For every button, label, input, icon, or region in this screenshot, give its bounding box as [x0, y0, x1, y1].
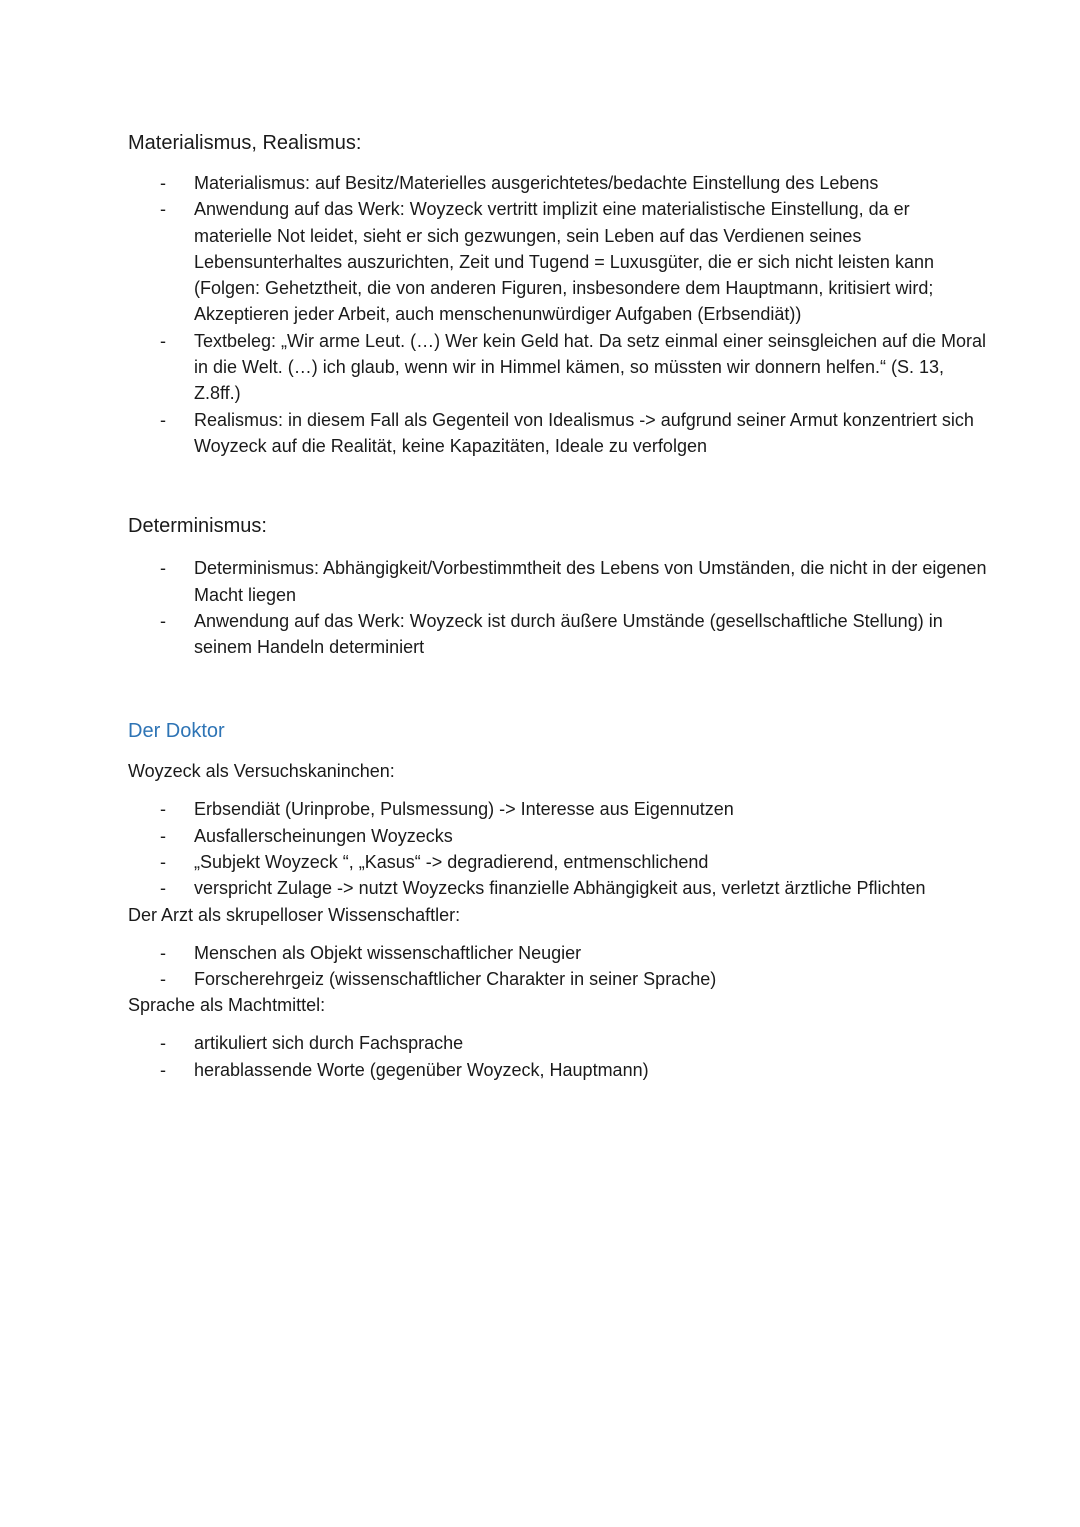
list-item-text: Materialismus: auf Besitz/Materielles ausgerichtetes/bedachte Einstellung des Lebens: [194, 173, 879, 193]
dash-bullet: -: [160, 1059, 166, 1080]
dash-bullet: -: [160, 878, 166, 899]
dash-bullet: -: [160, 968, 166, 989]
list-item: [128, 796, 988, 822]
bullet-list-materialismus: [128, 170, 988, 459]
dash-bullet: -: [160, 409, 166, 430]
list-item-text: Determinismus: Abhängigkeit/Vorbestimmtheit des Lebens von Umständen, die nicht in der eigenen Macht liegen: [194, 558, 987, 605]
list-item-text: Anwendung auf das Werk: Woyzeck vertritt implizit eine materialistische Einstellung, da er materielle Not leidet, sieht er sich gezwungen, sein Leben auf das Verdienen seines Lebensunterhaltes auszurichten, Zeit und Tugend = Luxusgüter, die er sich nicht leisten kann (Folgen: Gehetztheit, die von anderen Figuren, insbesondere dem Hauptmann, kritisiert wird; Akzeptieren jeder Arbeit, auch menschenunwürdiger Aufgaben (Erbsendiät)): [194, 199, 934, 325]
list-item-text: herablassende Worte (gegenüber Woyzeck, Hauptmann): [194, 1059, 649, 1080]
subheading-sprache-machtmittel: Sprache als Machtmittel:: [128, 995, 326, 1016]
list-item-text: Realismus: in diesem Fall als Gegenteil von Idealismus -> aufgrund seiner Armut konzentriert sich Woyzeck auf die Realität, keine Kapazitäten, Ideale zu verfolgen: [194, 409, 974, 456]
dash-bullet: -: [160, 330, 166, 351]
subheading-skrupelloser-wissenschaftler: Der Arzt als skrupelloser Wissenschaftler:: [128, 904, 461, 925]
dash-bullet: -: [160, 942, 166, 963]
list-item-text: „Subjekt Woyzeck “, „Kasus“ -> degradierend, entmenschlichend: [194, 852, 709, 873]
bullet-list-sprache: [128, 1030, 988, 1083]
bullet-list-determinismus: [128, 555, 988, 660]
list-item-text: Ausfallerscheinungen Woyzecks: [194, 825, 453, 846]
dash-bullet: -: [160, 558, 166, 579]
section-heading-der-doktor: Der Doktor: [128, 720, 225, 743]
list-item: [128, 966, 988, 992]
list-item: [128, 940, 988, 966]
bullet-list-wissenschaftler: [128, 940, 988, 993]
list-item: [128, 608, 988, 661]
dash-bullet: -: [160, 173, 166, 193]
section-heading-determinismus: Determinismus:: [128, 515, 267, 538]
list-item: [128, 875, 988, 901]
section-heading-materialismus: Materialismus, Realismus:: [128, 132, 362, 154]
list-item: [128, 823, 988, 849]
dash-bullet: -: [160, 199, 166, 220]
list-item: [128, 407, 988, 460]
list-item: [128, 1057, 988, 1083]
dash-bullet: -: [160, 1033, 166, 1054]
list-item: [128, 196, 988, 327]
list-item-text: Erbsendiät (Urinprobe, Pulsmessung) -> Interesse aus Eigennutzen: [194, 799, 734, 820]
document-page: [128, 128, 988, 1083]
list-item-text: Textbeleg: „Wir arme Leut. (…) Wer kein Geld hat. Da setz einmal einer seinsgleichen auf die Moral in die Welt. (…) ich glaub, wenn wir in Himmel kämen, so müssten wir donnern helfen.“ (S. 13, Z.8ff.): [194, 330, 987, 404]
list-item: [128, 555, 988, 608]
list-item-text: verspricht Zulage -> nutzt Woyzecks finanzielle Abhängigkeit aus, verletzt ärztliche Pflichten: [194, 878, 926, 899]
list-item-text: Forscherehrgeiz (wissenschaftlicher Charakter in seiner Sprache): [194, 968, 717, 989]
list-item: [128, 849, 988, 875]
dash-bullet: -: [160, 610, 166, 631]
dash-bullet: -: [160, 852, 166, 873]
list-item: [128, 328, 988, 407]
list-item-text: artikuliert sich durch Fachsprache: [194, 1033, 464, 1054]
dash-bullet: -: [160, 825, 166, 846]
subheading-versuchskaninchen: Woyzeck als Versuchskaninchen:: [128, 761, 395, 782]
bullet-list-versuchskaninchen: [128, 796, 988, 901]
list-item-text: Menschen als Objekt wissenschaftlicher Neugier: [194, 942, 582, 963]
list-item: [128, 170, 988, 196]
dash-bullet: -: [160, 799, 166, 820]
list-item: [128, 1030, 988, 1056]
list-item-text: Anwendung auf das Werk: Woyzeck ist durch äußere Umstände (gesellschaftliche Stellung) in seinem Handeln determiniert: [194, 610, 943, 658]
